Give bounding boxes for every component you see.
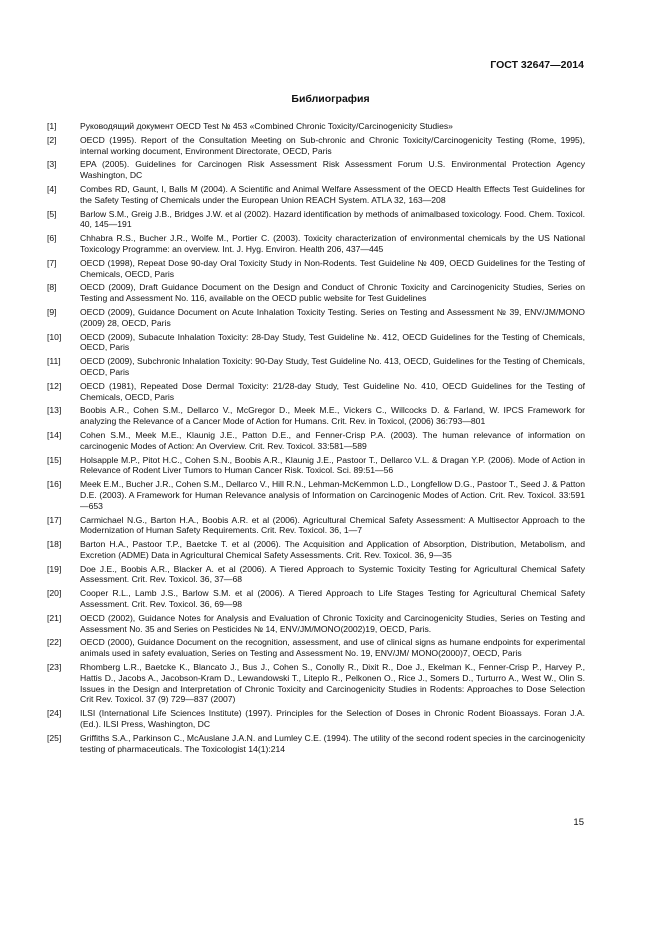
reference-text: OECD (2009), Guidance Document on Acute Inhalation Toxicity Testing. Series on Testing and Assessment № 39, ENV/JM/MONO (2009) 28, OECD, Paris [80,307,585,328]
reference-number: [10] [47,331,62,342]
bibliography-title: Библиография [291,93,370,105]
reference-number: [15] [47,454,62,465]
reference-entry [47,479,585,511]
reference-entry [47,209,585,231]
bibliography-list [47,121,585,757]
reference-number: [13] [47,405,62,416]
reference-number: [12] [47,380,62,391]
reference-number: [19] [47,563,62,574]
reference-number: [20] [47,588,62,599]
reference-entry [47,233,585,255]
reference-number: [3] [47,159,57,170]
reference-entry [47,515,585,537]
reference-text: Chhabra R.S., Bucher J.R., Wolfe M., Portier C. (2003). Toxicity characterization of environmental chemicals by the US National Toxicology Programme: an overview. Int. J. Hyg. Environ. Health 206, 437—445 [80,233,585,254]
reference-number: [17] [47,514,62,525]
reference-text: Holsapple M.P., Pitot H.C., Cohen S.N., Boobis A.R., Klaunig J.E., Pastoor T., Dellarco V.L. & Dragan Y.P. (2006). Mode of Action in Relevance of Rodent Liver Tumors to Human Cancer Risk. Toxicol. Sci. 89:51—56 [80,454,585,476]
reference-entry [47,455,585,477]
reference-text: OECD (2000), Guidance Document on the recognition, assessment, and use of clinical signs as humane endpoints for experimental animals used in safety evaluation, Series on Testing and Assessment No. 19, ENV/JM/ MONO(2000)7, OECD, Paris [80,637,585,659]
reference-number: [11] [47,356,61,367]
reference-text: Griffiths S.A., Parkinson C., McAuslane J.A.N. and Lumley C.E. (1994). The utility of the second rodent species in the carcinogenicity testing of pharmaceuticals. The Toxicologist 14(1):214 [80,732,585,754]
reference-number: [14] [47,429,62,440]
reference-entry [47,564,585,586]
reference-number: [1] [47,121,57,131]
reference-number: [7] [47,257,57,268]
reference-entry [47,307,585,329]
reference-text: Barlow S.M., Greig J.B., Bridges J.W. et al (2002). Hazard identification by methods of animalbased toxicology. Food. Chem. Toxicol. 40, 145—191 [80,208,585,230]
reference-text: OECD (1995). Report of the Consultation Meeting on Sub-chronic and Chronic Toxicity/Carcinogenicity Testing (Rome, 1995), internal working document, Environment Directorate, OECD, Paris [80,134,585,156]
reference-text: Cohen S.M., Meek M.E., Klaunig J.E., Patton D.E., and Fenner-Crisp P.A. (2003). The human relevance of information on carcinogenic Modes of Action: An Overview. Crit. Rev. Toxicol. 33:581—589 [80,429,585,451]
reference-entry [47,430,585,452]
reference-number: [9] [47,307,57,317]
reference-entry [47,356,585,378]
document-code: ГОСТ 32647—2014 [490,59,584,71]
reference-text: Руководящий документ OECD Test № 453 «Combined Chronic Toxicity/Carcinogenicity Studies» [80,121,453,131]
reference-number: [24] [47,708,62,719]
reference-number: [5] [47,208,57,219]
reference-entry [47,588,585,610]
reference-entry [47,121,585,132]
reference-number: [16] [47,479,62,490]
reference-entry [47,381,585,403]
reference-text: Rhomberg L.R., Baetcke K., Blancato J., Bus J., Cohen S., Conolly R., Dixit R., Doe J., Ekelman K., Fenner-Crisp P., Harvey P., Hattis D., Jacobs A., Jacobson-Kram D., Lewandowski T., Liteplo R., Pelkonen O., Rice J., Somers D., Turturro A., West W., Olin S. Issues in the Design and Interpretation of Chronic Toxicity and Carcinogenicity Studies in Rodents: Approaches to Dose Selection Crit Rev. Toxicol. 37 (9) 729—837 (2007) [80,662,585,705]
reference-text: OECD (1998), Repeat Dose 90-day Oral Toxicity Study in Non-Rodents. Test Guideline № 409, OECD Guidelines for the Testing of Chemicals, OECD, Paris [80,257,585,279]
reference-entry [47,184,585,206]
reference-text: Doe J.E., Boobis A.R., Blacker A. et al (2006). A Tiered Approach to Systemic Toxicity Testing for Agricultural Chemical Safety Assessment. Crit. Rev. Toxicol. 36, 37—68 [80,563,585,585]
reference-text: OECD (2009), Subchronic Inhalation Toxicity: 90-Day Study, Test Guideline No. 413, OECD, Guidelines for the Testing of Chemicals, OECD, Paris [80,356,585,377]
reference-number: [18] [47,539,62,550]
reference-entry [47,662,585,705]
reference-entry [47,405,585,427]
reference-entry [47,708,585,730]
reference-text: Carmichael N.G., Barton H.A., Boobis A.R. et al (2006). Agricultural Chemical Safety Assessment: A Multisector Approach to the Modernization of Human Safety Requirements. Crit. Rev. Toxicol. 36, 1—7 [80,514,585,536]
reference-text: Cooper R.L., Lamb J.S., Barlow S.M. et al (2006). A Tiered Approach to Life Stages Testing for Agricultural Chemical Safety Assessment. Crit. Rev. Toxicol. 36, 69—98 [80,588,585,610]
page-number: 15 [573,817,584,828]
reference-text: OECD (1981), Repeated Dose Dermal Toxicity: 21/28-day Study, Test Guideline No. 410, OECD Guidelines for the Testing of Chemicals, OECD, Paris [80,380,585,402]
reference-entry [47,332,585,354]
reference-number: [21] [47,612,62,623]
reference-text: Combes RD, Gaunt, I, Balls M (2004). A Scientific and Animal Welfare Assessment of the OECD Health Effects Test Guidelines for the Safety Testing of Chemicals under the European Union REACH System. ATLA 32, 163—208 [80,184,585,205]
reference-text: OECD (2002), Guidance Notes for Analysis and Evaluation of Chronic Toxicity and Carcinogenicity Studies, Series on Testing and Assessment No. 35 and Series on Pesticides № 14, ENV/JM/MONO(2002)19, OECD, Paris. [80,612,585,634]
reference-number: [2] [47,134,57,145]
reference-entry [47,539,585,561]
reference-entry [47,258,585,280]
reference-entry [47,282,585,304]
reference-entry [47,135,585,157]
reference-number: [22] [47,637,62,648]
reference-text: ILSI (International Life Sciences Institute) (1997). Principles for the Selection of Doses in Chronic Rodent Bioassays. Foran J.A. (Ed.). ILSI Press, Washington, DC [80,708,585,729]
reference-entry [47,733,585,755]
reference-number: [4] [47,184,57,195]
reference-text: EPA (2005). Guidelines for Carcinogen Risk Assessment Risk Assessment Forum U.S. Environmental Protection Agency Washington, DC [80,159,585,181]
reference-text: OECD (2009), Draft Guidance Document on the Design and Conduct of Chronic Toxicity and Carcinogenicity Studies, Series on Testing and Assessment No. 116, available on the OECD public website for Test Guidelines [80,282,585,304]
reference-number: [25] [47,732,62,743]
reference-entry [47,159,585,181]
reference-text: Boobis A.R., Cohen S.M., Dellarco V., McGregor D., Meek M.E., Vickers C., Willcocks D. & Farland, W. IPCS Framework for analyzing the Relevance of a Cancer Mode of Action for Humans. Crit. Rev. in Toxicol, (2006) 36:793—801 [80,405,585,427]
reference-number: [8] [47,282,57,293]
reference-text: OECD (2009), Subacute Inhalation Toxicity: 28-Day Study, Test Guideline №. 412, OECD Guidelines for the Testing of Chemicals, OECD, Paris [80,331,585,353]
reference-number: [6] [47,233,57,244]
reference-text: Meek E.M., Bucher J.R., Cohen S.M., Dellarco V., Hill R.N., Lehman-McKemmon L.D., Longfellow D.G., Pastoor T., Seed J. & Patton D.E. (2003). A Framework for Human Relevance analysis of Information on Carcinogenic Modes of Action. Crit. Rev. Toxicol. 33:591—653 [80,479,585,511]
reference-number: [23] [47,662,62,673]
reference-entry [47,637,585,659]
reference-text: Barton H.A., Pastoor T.P., Baetcke T. et al (2006). The Acquisition and Application of Absorption, Distribution, Metabolism, and Excretion (ADME) Data in Agricultural Chemical Safety Assessments. Crit. Rev. Toxicol. 36, 9—35 [80,539,585,560]
reference-entry [47,613,585,635]
